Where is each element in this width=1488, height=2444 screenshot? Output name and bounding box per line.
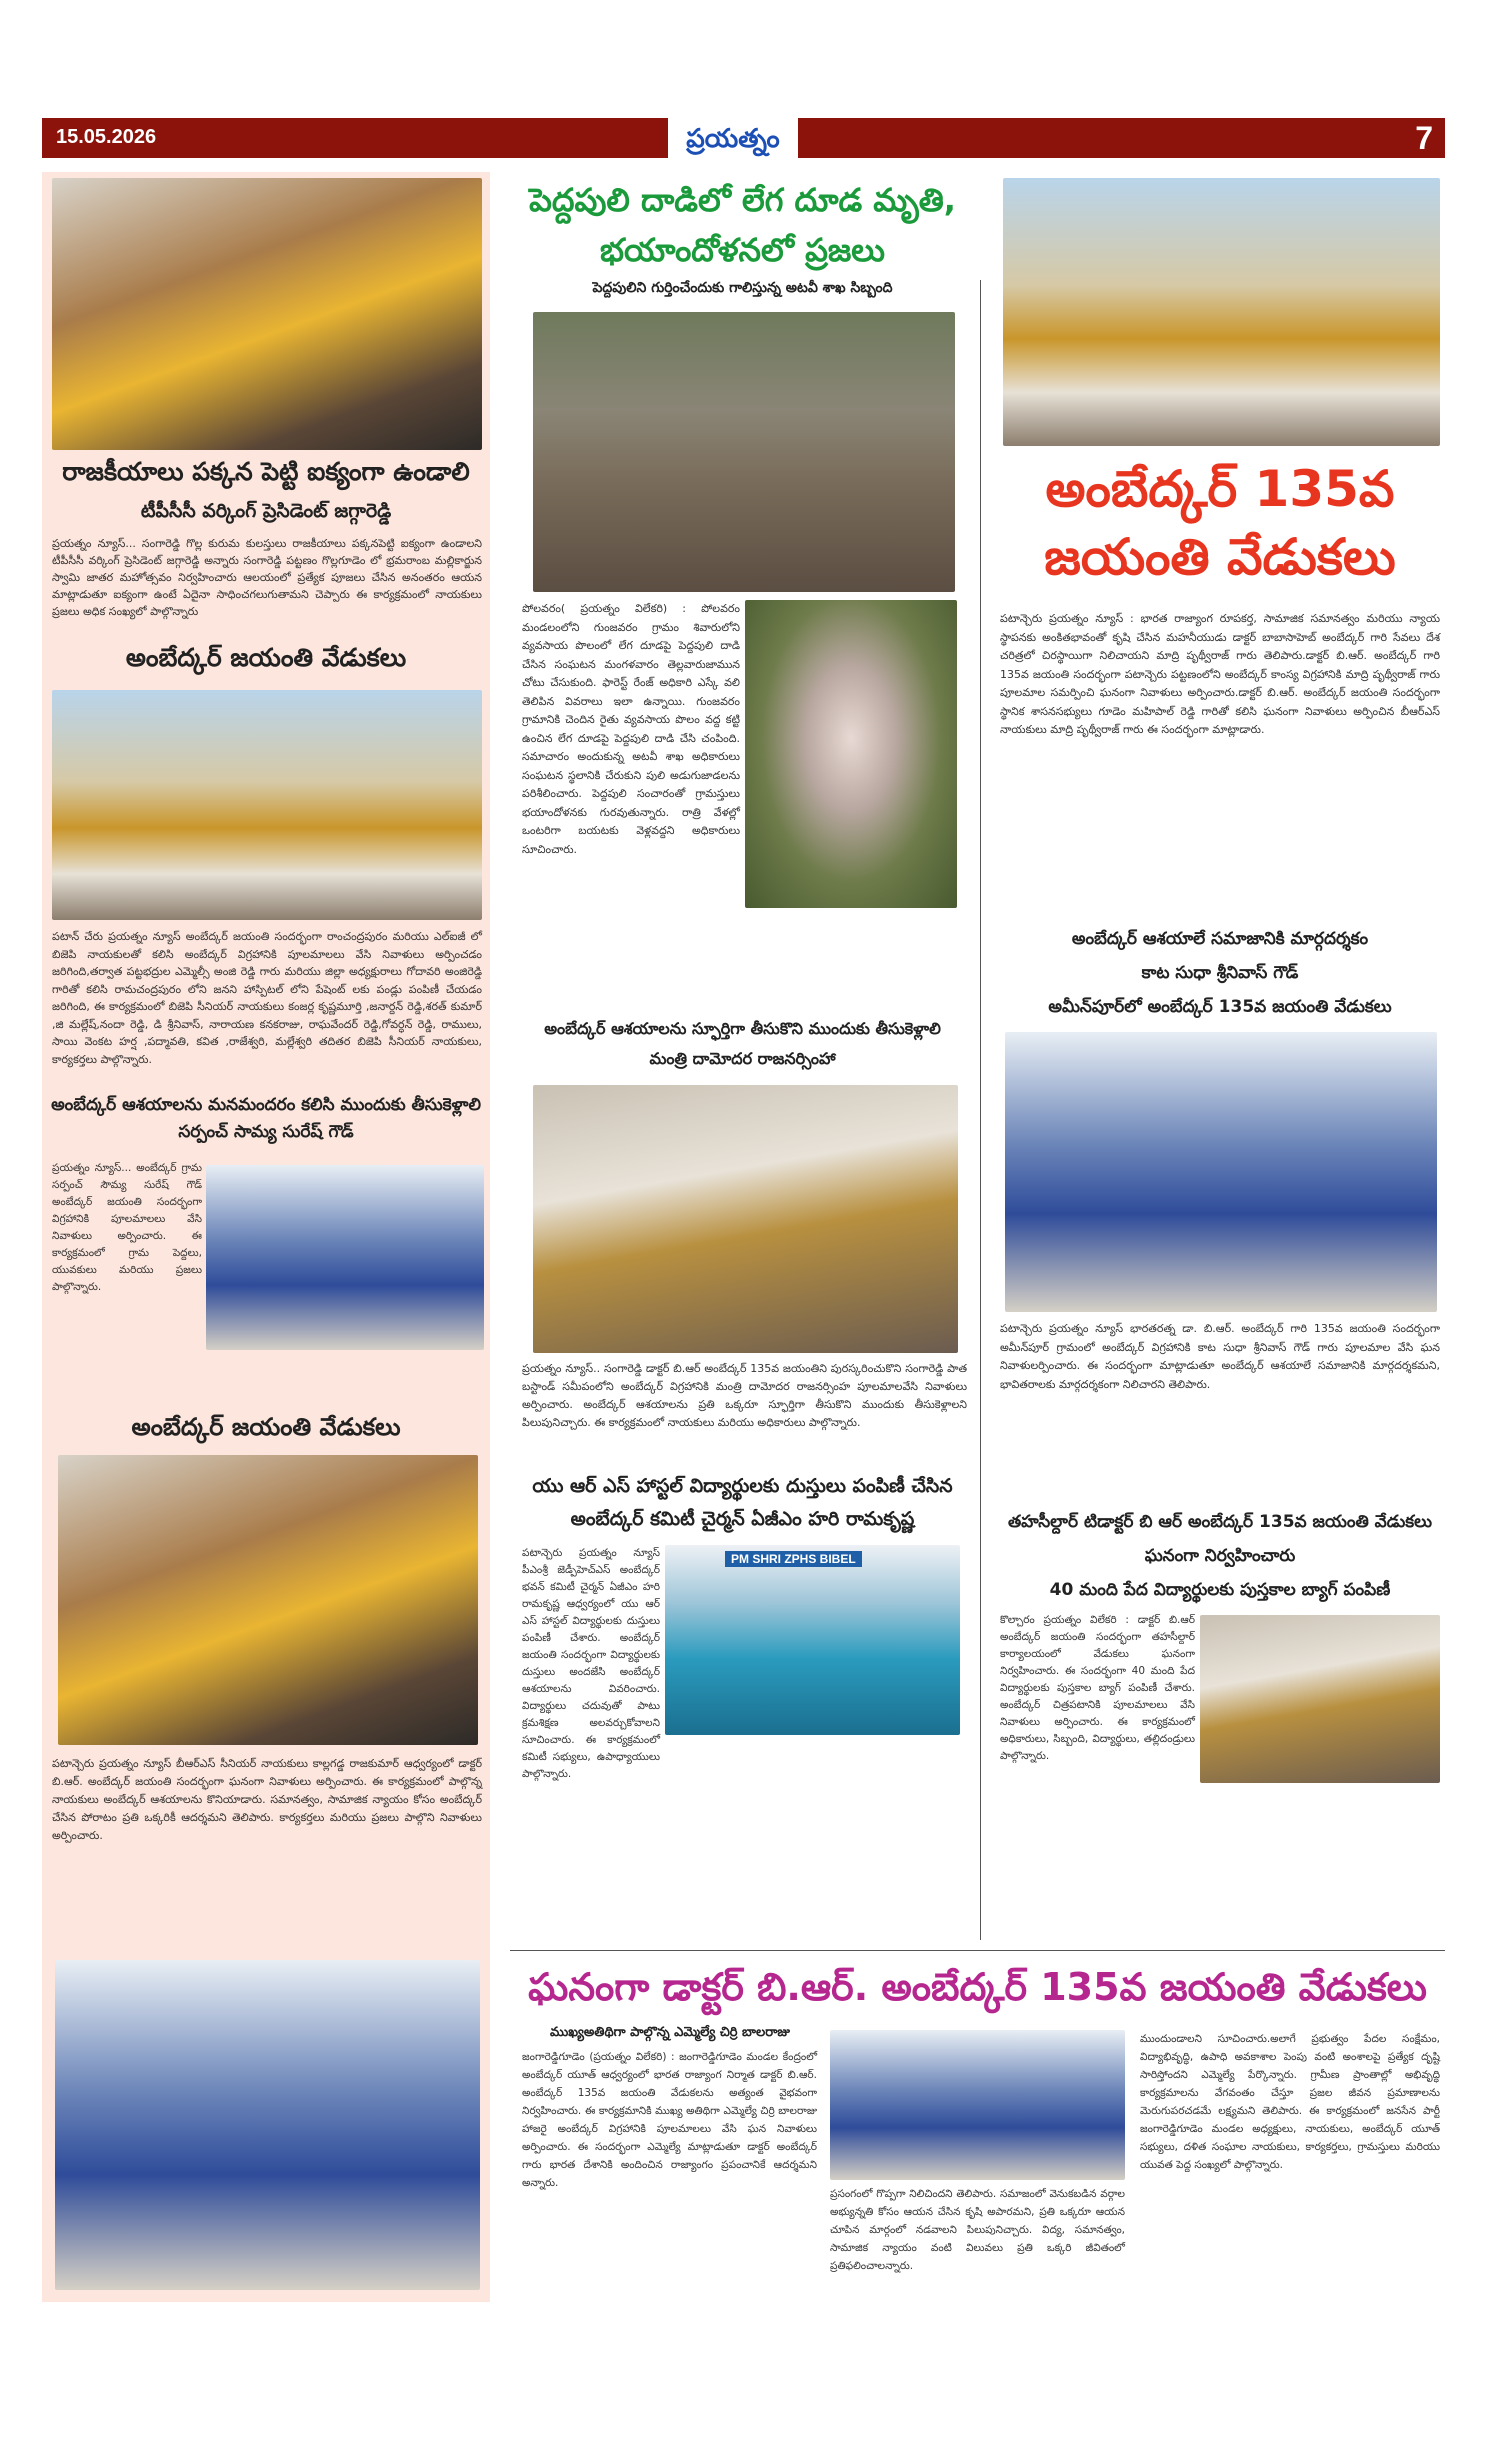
headline-135th-jayanti: [990, 455, 1450, 591]
jaggareddy-event-photo: [52, 178, 482, 450]
headline-unity: రాజకీయాలు పక్కన పెట్టి ఐక్యంగా ఉండాలి: [62, 457, 470, 486]
minister-statue-photo: [533, 1085, 958, 1353]
subhead-ameenpur: అమీన్‌పూర్‌లో అంబేద్కర్ 135వ జయంతి వేడుకలు: [1048, 997, 1392, 1017]
article-body: పోలవరం( ప్రయత్నం విలేకరి) : పోలవరం మండలంలోని గుంజవరం గ్రామం శివారులోని వ్యవసాయ పొలంలో లేగ దూడపై పెద్దపులి దాడి చేసిన సంఘటన మంగళవారం తెల్లవారుజామున చోటు చేసుకుంది. ఫారెస్ట్ రేంజ్ అధికారి ఎస్కే వలి తెలిపిన వివరాలు ఇలా ఉన్నాయి. గుంజవరం గ్రామానికి చెందిన రైతు వ్యవసాయ పొలం వద్ద కట్టి ఉంచిన లేగ దూడపై పెద్దపులి దాడి చేసి చంపింది. సమాచారం అందుకున్న అటవీ శాఖ అధికారులు సంఘటన స్థలానికి చేరుకుని పులి అడుగుజాడలను పరిశీలించారు. పెద్దపులి సంచారంతో గ్రామస్తులు భయాందోళనకు గురవుతున్నారు. రాత్రి వేళల్లో ఒంటరిగా బయటకు వెళ్లవద్దని అధికారులు సూచించారు.: [522, 602, 740, 856]
subhead-sarpanch: సర్పంచ్ సామ్య సురేష్ గౌడ్: [178, 1122, 354, 1142]
headline-tahsildar: [990, 1505, 1450, 1607]
subhead-kata-sudha: కాట సుధా శ్రీనివాస్ గౌడ్: [1141, 963, 1299, 983]
subhead-bag-distribution: 40 మంది పేద విద్యార్థులకు పుస్తకాల బ్యాగ్ పంపిణీ: [1049, 1580, 1391, 1600]
cake-cutting-photo: [55, 1960, 480, 2290]
masthead-bar: [42, 118, 1445, 158]
brs-group-photo: [58, 1455, 478, 1745]
dead-calf-photo: [745, 600, 957, 908]
headline-minister: అంబేద్కర్ ఆశయాలను స్ఫూర్తిగా తీసుకొని ముందుకు తీసుకెళ్లాలి: [544, 1019, 941, 1038]
headline-line-2: జయంతి వేడుకలు: [1044, 528, 1396, 586]
ameenpur-event-photo: [1005, 1032, 1437, 1312]
headline-ambedkar-guidance: [990, 922, 1450, 1024]
headline-ambedkar-jayanti-2: అంబేద్కర్ జయంతి వేడుకలు: [131, 1413, 401, 1441]
sarpanch-statue-photo: [206, 1165, 484, 1350]
ambedkar-statue-bjp-photo: [52, 690, 482, 920]
section-divider: [510, 1950, 1445, 1951]
headline-ambedkar-ideals: అంబేద్కర్ ఆశయాలను మనమందరం కలిసి ముందుకు తీసుకెళ్లాలి: [51, 1095, 481, 1115]
headline-bottom: ఘనంగా డాక్టర్ బి.ఆర్. అంబేద్కర్ 135వ జయంతి వేడుకలు: [528, 1965, 1427, 2009]
headline-line-2: భయాందోళనలో ప్రజలు: [600, 231, 885, 269]
article-body: ప్రయత్నం న్యూస్... అంబేద్కర్ గ్రామ సర్పంచ్ సౌమ్య సురేష్ గౌడ్ అంబేద్కర్ జయంతి సందర్భంగా విగ్రహానికి పూలమాలలు వేసి నివాళులు అర్పించారు. ఈ కార్యక్రమంలో గ్రామ పెద్దలు, యువకులు మరియు ప్రజలు పాల్గొన్నారు.: [52, 1162, 202, 1293]
students-photo: [665, 1545, 960, 1735]
headline-tiger-attack: [510, 175, 975, 275]
page-number: 7: [1415, 120, 1433, 156]
article-body: జంగారెడ్డిగూడెం (ప్రయత్నం విలేకరి) : జంగారెడ్డిగూడెం మండల కేంద్రంలో అంబేద్కర్ యూత్ ఆధ్వర్యంలో భారత రాజ్యాంగ నిర్మాత డాక్టర్ బి.ఆర్. అంబేద్కర్ 135వ జయంతి వేడుకలను అత్యంత వైభవంగా నిర్వహించారు. ఈ కార్యక్రమానికి ముఖ్య అతిథిగా ఎమ్మెల్యే చిర్రి బాలరాజు హాజరై అంబేద్కర్ విగ్రహానికి పూలమాలలు వేసి ఘన నివాళులు అర్పించారు. ఈ సందర్భంగా ఎమ్మెల్యే మాట్లాడుతూ డాక్టర్ అంబేద్కర్ గారు భారత దేశానికి అందించిన రాజ్యాంగం ప్రపంచానికే ఆదర్శమని అన్నారు.: [522, 2051, 817, 2189]
subhead-damodara: మంత్రి దామోదర రాజనర్సింహా: [649, 1049, 836, 1068]
cattle-field-photo: [533, 312, 955, 592]
article-body: ప్రయత్నం న్యూస్... సంగారెడ్డి గొల్ల కురుమ కులస్తులు రాజకీయాలు పక్కనపెట్టి ఐక్యంగా ఉండాలని టీపీసీసీ వర్కింగ్ ప్రెసిడెంట్ జగ్గారెడ్డి అన్నారు సంగారెడ్డి పట్టణం గొల్లగూడెం లో భ్రమరాంబ మల్లికార్జున స్వామి జాతర మహోత్సవం నిర్వహించారు ఆలయంలో ప్రత్యేక పూజలు చేసిన అనంతరం ఆయన మాట్లాడుతూ ఐక్యంగా ఉంటే ఏదైనా సాధించగలుగుతామని చెప్పారు ఈ కార్యక్రమంలో నాయకులు ప్రజలు అధిక సంఖ్యలో పాల్గొన్నారు: [52, 537, 482, 618]
subhead-mla: ముఖ్యఅతిథిగా పాల్గొన్న ఎమ్మెల్యే చిర్రి బాలరాజు: [550, 2025, 790, 2040]
headline-text: అంబేద్కర్ ఆశయాలే సమాజానికి మార్గదర్శకం: [1071, 929, 1369, 949]
ambedkar-garland-photo: [1003, 178, 1440, 446]
article-body: పటాన్చెరు ప్రయత్నం న్యూస్ పీఎంశ్రీ జెడ్పీహెచ్ఎస్ అంబేద్కర్ భవన్ కమిటీ చైర్మన్ ఏజీఎం హరి రామకృష్ణ ఆధ్వర్యంలో యు ఆర్ ఎస్ హాస్టల్ విద్యార్థులకు దుస్తులు పంపిణీ చేశారు. అంబేద్కర్ జయంతి సందర్భంగా విద్యార్థులకు దుస్తులు అందజేసి అంబేద్కర్ ఆశయాలను వివరించారు. విద్యార్థులు చదువుతో పాటు క్రమశిక్షణ అలవర్చుకోవాలని సూచించారు. ఈ కార్యక్రమంలో కమిటీ సభ్యులు, ఉపాధ్యాయులు పాల్గొన్నారు.: [522, 1547, 660, 1780]
subhead-forest-staff: పెద్దపులిని గుర్తించేందుకు గాలిస్తున్న అటవీ శాఖ సిబ్బంది: [592, 280, 893, 296]
mla-event-photo: [830, 2030, 1125, 2180]
article-body: పటాన్చెరు ప్రయత్నం న్యూస్ : భారత రాజ్యాంగ రూపకర్త, సామాజిక సమానత్వం మరియు న్యాయ స్థాపనకు అంకితభావంతో కృషి చేసిన మహనీయుడు డాక్టర్ బాబాసాహెబ్ అంబేద్కర్ గారి సేవలు దేశ చరిత్రలో చిరస్థాయిగా నిలిచాయని మాద్రి పృథ్వీరాజ్ గారు తెలిపారు.డాక్టర్ బి.ఆర్. అంబేద్కర్ గారి 135వ జయంతి సందర్భంగా పటాన్చెరు పట్టణంలోని అంబేద్కర్ కాంస్య విగ్రహానికి మాద్రి పృథ్వీరాజ్ గారు పూలమాల సమర్పించి ఘనంగా నివాళులు అర్పించారు.డాక్టర్ బి.ఆర్. అంబేద్కర్ జయంతి సందర్భంగా స్థానిక శాసనసభ్యులు గూడెం మహిపాల్ రెడ్డి గారితో కలిసి ఘనంగా నివాళులు అర్పించిన బీఆర్ఎస్ నాయకులు మాద్రి పృథ్వీరాజ్ గారు ఈ సందర్భంగా మాట్లాడారు.: [1000, 612, 1440, 736]
newspaper-logo: ప్రయత్నం: [668, 118, 798, 160]
headline-hostel-clothes: యు ఆర్ ఎస్ హాస్టల్ విద్యార్థులకు దుస్తులు పంపిణీ చేసిన అంబేద్కర్ కమిటీ చైర్మన్ ఏజీఎం హరి రామకృష్ణ: [532, 1475, 953, 1530]
bag-distribution-photo: [1200, 1615, 1440, 1783]
subhead-celebrated: ఘనంగా నిర్వహించారు: [1144, 1546, 1296, 1566]
headline-line-1: పెద్దపులి దాడిలో లేగ దూడ మృతి,: [529, 181, 956, 219]
subhead-jaggareddy: టీపీసీసీ వర్కింగ్ ప్రెసిడెంట్ జగ్గారెడ్డి: [140, 500, 392, 522]
headline-line-1: అంబేద్కర్ 135వ: [1045, 460, 1395, 518]
article-body: ముందుండాలని సూచించారు.అలాగే ప్రభుత్వం పేదల సంక్షేమం, విద్యాభివృద్ధి, ఉపాధి అవకాశాల పెంపు వంటి అంశాలపై ప్రత్యేక దృష్టి సారిస్తోందని ఎమ్మెల్యే పేర్కొన్నారు. గ్రామీణ ప్రాంతాల్లో అభివృద్ధి కార్యక్రమాలను వేగవంతం చేస్తూ ప్రజల జీవన ప్రమాణాలను మెరుగుపరచడమే లక్ష్యమని తెలిపారు. ఈ కార్యక్రమంలో జనసేన పార్టీ జంగారెడ్డిగూడెం మండల అధ్యక్షులు, నాయకులు, అంబేద్కర్ యూత్ సభ్యులు, దళిత సంఘాల నాయకులు, కార్యకర్తలు, గ్రామస్తులు మరియు యువత పెద్ద సంఖ్యలో పాల్గొన్నారు.: [1140, 2033, 1440, 2171]
issue-date: 15.05.2026: [56, 126, 157, 148]
article-body: ప్రయత్నం న్యూస్.. సంగారెడ్డి డాక్టర్ బి.ఆర్ అంబేద్కర్ 135వ జయంతిని పురస్కరించుకొని సంగారెడ్డి పాత బస్టాండ్ సమీపంలోని అంబేద్కర్ విగ్రహానికి మంత్రి దామోదర రాజనర్సింహ పూలమాలవేసి నివాళులు అర్పించారు. అంబేద్కర్ ఆశయాలను ప్రతి ఒక్కరూ స్ఫూర్తిగా తీసుకొని ముందుకు తీసుకెళ్లాలని పిలుపునిచ్చారు. ఈ కార్యక్రమంలో నాయకులు మరియు అధికారులు పాల్గొన్నారు.: [522, 1362, 967, 1429]
article-body: పటాన్చెరు ప్రయత్నం న్యూస్ బీఆర్ఎస్ సీనియర్ నాయకులు కాల్లగడ్డ రాజకుమార్ ఆధ్వర్యంలో డాక్టర్ బి.ఆర్. అంబేద్కర్ జయంతి సందర్భంగా ఘనంగా నివాళులు అర్పించారు. ఈ కార్యక్రమంలో పాల్గొన్న నాయకులు అంబేద్కర్ ఆశయాలను కొనియాడారు. సమానత్వం, సామాజిక న్యాయం కోసం అంబేద్కర్ చేసిన పోరాటం ప్రతి ఒక్కరికీ ఆదర్శమని తెలిపారు. కార్యకర్తలు మరియు ప్రజలు పాల్గొని నివాళులు అర్పించారు.: [52, 1757, 482, 1842]
photo-caption-body: ప్రసంగంలో గొప్పగా నిలిచిందని తెలిపారు. సమాజంలో వెనుకబడిన వర్గాల అభ్యున్నతి కోసం ఆయన చేసిన కృషి అపారమని, ప్రతి ఒక్కరూ ఆయన చూపిన మార్గంలో నడవాలని పిలుపునిచ్చారు. విద్య, సమానత్వం, సామాజిక న్యాయం వంటి విలువలు ప్రతి ఒక్కరి జీవితంలో ప్రతిఫలించాలన్నారు.: [830, 2188, 1125, 2272]
article-body: కొల్చారం ప్రయత్నం విలేకరి : డాక్టర్ బి.ఆర్ అంబేద్కర్ జయంతి సందర్భంగా తహసీల్దార్ కార్యాలయంలో వేడుకలు ఘనంగా నిర్వహించారు. ఈ సందర్భంగా 40 మంది పేద విద్యార్థులకు పుస్తకాల బ్యాగ్ పంపిణీ చేశారు. అంబేద్కర్ చిత్రపటానికి పూలమాలలు వేసి నివాళులు అర్పించారు. ఈ కార్యక్రమంలో అధికారులు, సిబ్బంది, విద్యార్థులు, తల్లిదండ్రులు పాల్గొన్నారు.: [1000, 1614, 1195, 1762]
article-body: పటాన్ చేరు ప్రయత్నం న్యూస్ అంబేద్కర్ జయంతి సందర్భంగా రాంచంద్రపురం మరియు ఎల్ఐజీ లో బిజెపి నాయకులతో కలిసి అంబేద్కర్ విగ్రహానికి పూలమాలలు వేసి నివాళులు అర్పించడం జరిగింది,తర్వాత పట్టభద్రుల ఎమ్మెల్సీ అంజి రెడ్డి గారు మరియు జిల్లా అధ్యక్షురాలు గోదావరి అంజిరెడ్డి గారితో కలిసి రామచంద్రపురం లోని జనని హాస్పిటల్ లోని పేషెంట్ లకు పండ్లు పంపిణీ చేయడం జరిగింది, ఈ కార్యక్రమంలో బిజెపి సీనియర్ నాయకులు కంజర్ల కృష్ణమూర్తి ,జనార్దన్ రెడ్డి,శరత్ కుమార్ ,జి మల్లేష్,నందా రెడ్డి, డి శ్రీనివాస్, నారాయణ కనకరాజు, రాఘవేందర్ రెడ్డి,గోవర్ధన్ రెడ్డి, రాములు, సాయి వెంకట హర్ష ,పద్మావతి, కవిత ,రాజేశ్వరి, మల్లేశ్వరి తదితర బిజెపి సీనియర్ నాయకులు, కార్యకర్తలు పాల్గొన్నారు.: [52, 930, 482, 1066]
school-banner: PM SHRI ZPHS BIBEL: [725, 1551, 862, 1567]
headline-text: తహసీల్దార్ టిడాక్టర్ బి ఆర్ అంబేద్కర్ 135వ జయంతి వేడుకలు: [1007, 1512, 1433, 1532]
headline-ambedkar-jayanti: అంబేద్కర్ జయంతి వేడుకలు: [125, 643, 407, 672]
article-body: పటాన్చెరు ప్రయత్నం న్యూస్ భారతరత్న డా. బి.ఆర్. అంబేద్కర్ గారి 135వ జయంతి సందర్భంగా అమీన్‌పూర్ గ్రామంలో అంబేద్కర్ విగ్రహానికి కాట సుధా శ్రీనివాస్ గౌడ్ గారు పూలమాల వేసి ఘన నివాళులర్పించారు. ఈ సందర్భంగా మాట్లాడుతూ అంబేద్కర్ ఆశయాలే సమాజానికి మార్గదర్శకమని, భావితరాలకు మార్గదర్శకంగా నిలిచారని తెలిపారు.: [1000, 1322, 1440, 1391]
column-divider: [980, 280, 981, 1940]
